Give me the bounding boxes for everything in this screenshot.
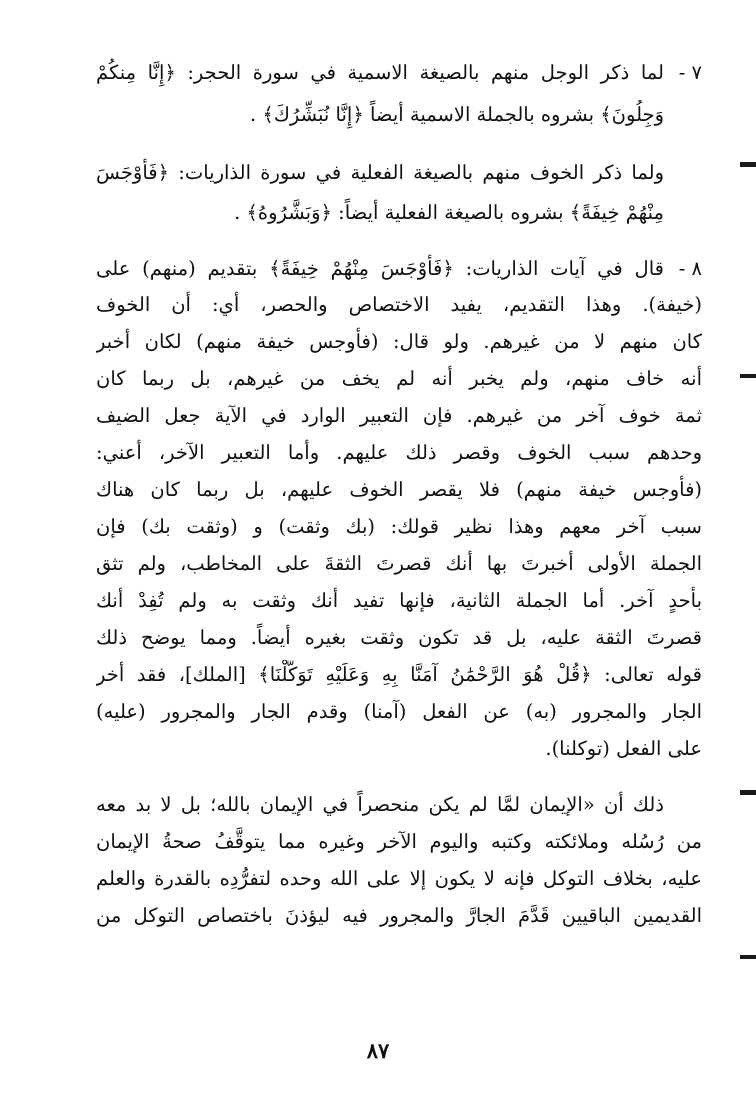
item-8-number: ٨ -: [678, 257, 702, 280]
item-8-line-9: الجملة الأولى أخبرتَ بها أنك قصرتَ الثقةَ على المخاطب، ولم تثق: [96, 552, 702, 575]
item-8-line-7: (فأوجس خيفة منهم) فلا يقصر الخوف عليهم، بل ربما كان هناك: [96, 478, 702, 501]
item-8-line-4: أنه خاف منهم، ولم يخبر أنه لم يخف من غيرهم، بل ربما كان: [96, 367, 702, 390]
faith-paragraph-line-4: القديمين الباقيين قَدَّمَ الجارَّ والمجرور فيه ليؤذنَ باختصاص التوكل من: [96, 904, 702, 927]
scan-edge-mark: [740, 162, 756, 167]
fear-paragraph-line-1: ولما ذكر الخوف منهم بالصيغة الفعلية في سورة الذاريات: ﴿فَأَوْجَسَ: [96, 161, 664, 184]
item-8-line-10: بأحدٍ آخر. أما الجملة الثانية، فإنها تفيد أنك وثقت به ولم تُفِدْ أنك: [96, 589, 702, 612]
item-8-line-1: قال في آيات الذاريات: ﴿فَأَوْجَسَ مِنْهُمْ خِيفَةً﴾ بتقديم (منهم) على: [96, 257, 664, 280]
item-8-line-8: سبب آخر معهم وهذا نظير قولك: (بك وثقت) و (وثقت بك) فإن: [96, 515, 702, 538]
fear-paragraph-line-2: مِنْهُمْ خِيفَةً﴾ بشروه بالصيغة الفعلية أيضاً: ﴿وَبَشَّرُوهُ﴾ .: [234, 201, 664, 224]
item-8-line-14: على الفعل (توكلنا).: [545, 737, 702, 760]
faith-paragraph-line-3: عليه، بخلاف التوكل فإنه لا يكون إلا على الله وحده لتفرُّدِه بالقدرة والعلم: [96, 867, 702, 890]
item-8-line-12: قوله تعالى: ﴿قُلْ هُوَ الرَّحْمَٰنُ آمَنَّا بِهِ وَعَلَيْهِ تَوَكَّلْنَا﴾ [الملك]، فقد أخر: [96, 663, 702, 686]
item-8-line-6: وحدهم سبب الخوف وقصر ذلك عليهم. وأما التعبير الآخر، أعني:: [96, 441, 702, 464]
item-7-number: ٧ -: [678, 61, 702, 84]
item-8-line-5: ثمة خوف آخر من غيرهم. فإن التعبير الوارد في الآية جعل الضيف: [96, 404, 702, 427]
item-8-line-2: (خيفة). وهذا التقديم، يفيد الاختصاص والحصر، أي: أن الخوف: [96, 293, 702, 316]
item-7-line-1: لما ذكر الوجل منهم بالصيغة الاسمية في سورة الحجر: ﴿إِنَّا مِنكُمْ: [96, 61, 664, 84]
item-8-line-11: قصرتَ الثقة عليه، بل قد تكون وثقت بغيره أيضاً. ومما يوضح ذلك: [96, 626, 702, 649]
scan-edge-mark: [740, 955, 756, 959]
item-8-line-13: الجار والمجرور (به) عن الفعل (آمنا) وقدم الجار والمجرور (عليه): [96, 700, 702, 723]
faith-paragraph-line-2: من رُسُله وملائكته وكتبه واليوم الآخر وغيره مما يتوقَّفُ صحةُ الإيمان: [96, 830, 702, 853]
scan-edge-mark: [740, 374, 756, 378]
page-number: ٨٧: [366, 1038, 390, 1063]
item-7-line-2: وَجِلُونَ﴾ بشروه بالجملة الاسمية أيضاً ﴿إِنَّا نُبَشِّرُكَ﴾ .: [250, 103, 664, 126]
scan-edge-mark: [740, 790, 756, 795]
faith-paragraph-line-1: ذلك أن «الإيمان لمَّا لم يكن منحصراً في الإيمان بالله؛ بل لا بد معه: [96, 793, 664, 816]
item-8-line-3: كان منهم لا من غيرهم. ولو قال: (فأوجس خيفة منهم) لكان أخبر: [96, 330, 702, 353]
